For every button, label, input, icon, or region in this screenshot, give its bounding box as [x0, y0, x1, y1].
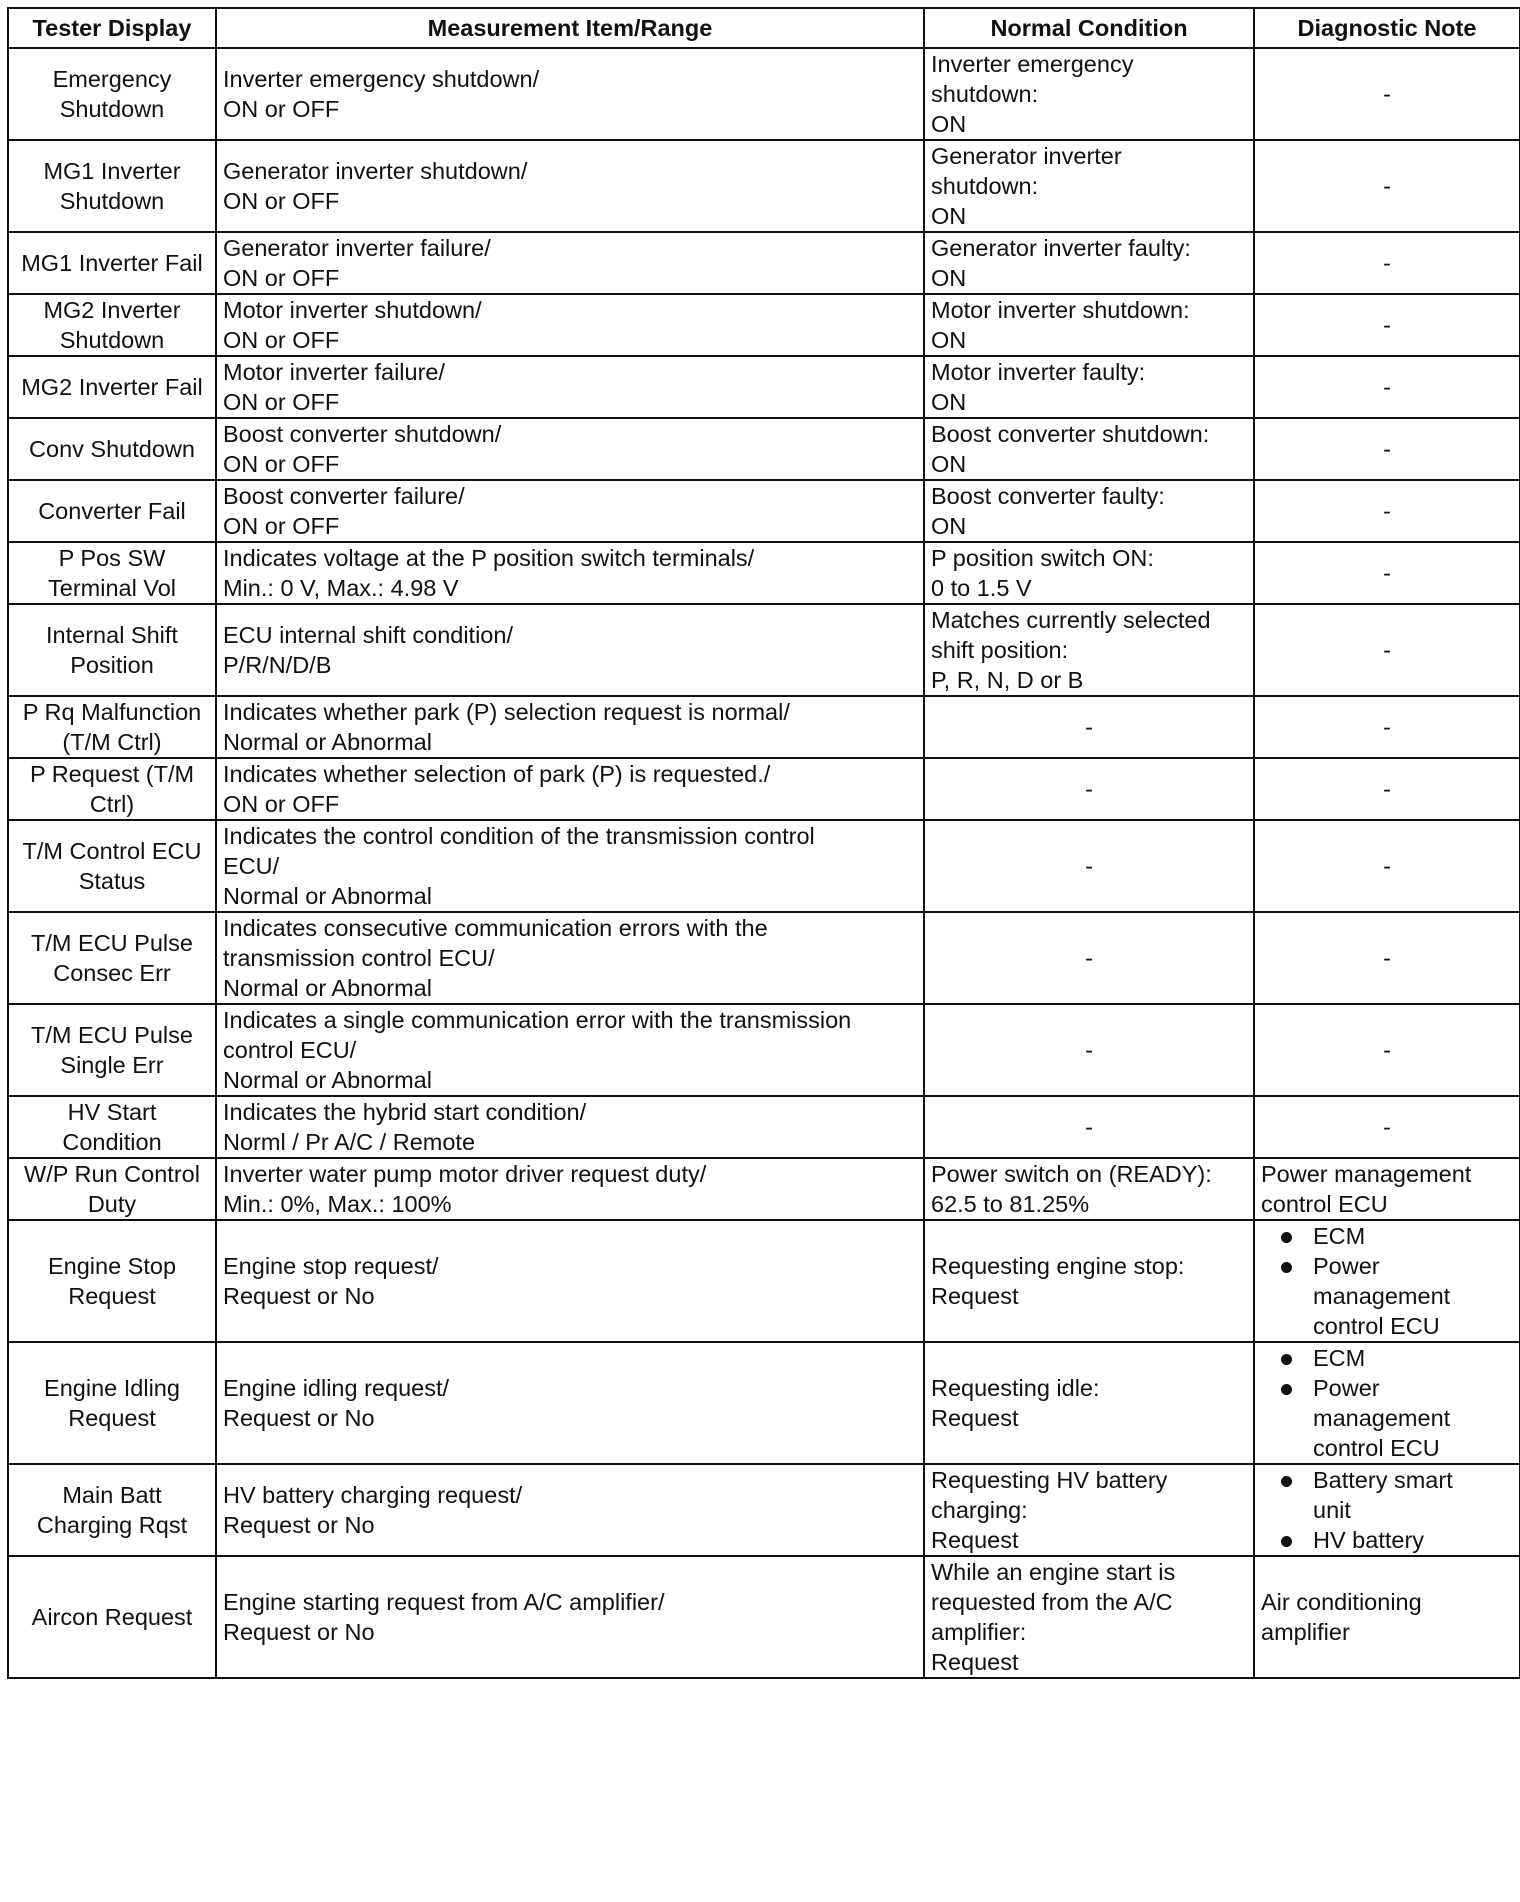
tester-display-cell: [8, 912, 216, 1004]
tester-display-line: Consec Err: [53, 960, 171, 986]
measurement-line: ECU internal shift condition/: [223, 622, 513, 648]
header-diagnostic-note: Diagnostic Note: [1254, 8, 1520, 48]
tester-display-cell: [8, 140, 216, 232]
measurement-line: Inverter emergency shutdown/: [223, 66, 540, 92]
table-row: [8, 696, 1520, 758]
normal-condition-cell: [924, 294, 1254, 356]
normal-condition-cell: [924, 1004, 1254, 1096]
measurement-line: Indicates consecutive communication errors with the: [223, 915, 768, 941]
normal-condition-line: Motor inverter faulty:: [931, 359, 1146, 385]
measurement-cell: [216, 542, 924, 604]
tester-display-line: Terminal Vol: [48, 575, 176, 601]
tester-display-cell: [8, 356, 216, 418]
measurement-cell: [216, 1556, 924, 1678]
normal-condition-cell: [924, 1342, 1254, 1464]
tester-display-line: HV Start: [67, 1099, 157, 1125]
diagnostic-note-line: Power management: [1261, 1161, 1472, 1187]
table-row: [8, 758, 1520, 820]
diagnostic-note-line: Power: [1313, 1375, 1380, 1401]
diagnostic-note-line: control ECU: [1313, 1435, 1440, 1461]
table-row: [8, 1004, 1520, 1096]
normal-condition-cell: [924, 1158, 1254, 1220]
normal-condition-cell: [924, 232, 1254, 294]
diagnostic-note-cell: [1254, 696, 1520, 758]
measurement-cell: [216, 294, 924, 356]
measurement-line: Indicates the hybrid start condition/: [223, 1099, 587, 1125]
diagnostic-note-cell: [1254, 294, 1520, 356]
diagnostic-note-bullet: [1261, 1221, 1513, 1251]
tester-display-line: T/M ECU Pulse: [31, 930, 193, 956]
normal-condition-line: -: [1085, 714, 1093, 740]
table-row: [8, 140, 1520, 232]
measurement-cell: [216, 480, 924, 542]
normal-condition-line: P, R, N, D or B: [931, 667, 1084, 693]
table-row: [8, 1158, 1520, 1220]
tester-display-line: Status: [78, 868, 146, 894]
diagnostic-note-list: [1261, 1465, 1513, 1555]
tester-display-cell: [8, 820, 216, 912]
header-row: [8, 8, 1520, 48]
tester-display-line: Shutdown: [59, 188, 165, 214]
measurement-line: Request or No: [223, 1405, 375, 1431]
diagnostic-note-line: amplifier: [1261, 1619, 1350, 1645]
measurement-line: HV battery charging request/: [223, 1482, 523, 1508]
measurement-line: ON or OFF: [223, 451, 340, 477]
normal-condition-line: shutdown:: [931, 81, 1039, 107]
table-row: [8, 1464, 1520, 1556]
tester-display-cell: [8, 1464, 216, 1556]
tester-display-cell: [8, 1342, 216, 1464]
tester-display-cell: [8, 1096, 216, 1158]
tester-display-line: P Pos SW: [58, 545, 166, 571]
tester-display-line: Shutdown: [59, 96, 165, 122]
normal-condition-cell: [924, 912, 1254, 1004]
tester-display-cell: [8, 1556, 216, 1678]
diagnostic-note-cell: [1254, 604, 1520, 696]
measurement-line: Indicates whether park (P) selection request is normal/: [223, 699, 790, 725]
measurement-cell: [216, 232, 924, 294]
diagnostic-note-line: HV battery: [1313, 1527, 1425, 1553]
diagnostic-note-line: -: [1383, 853, 1391, 879]
normal-condition-line: -: [1085, 1037, 1093, 1063]
tester-display-line: Conv Shutdown: [29, 436, 195, 462]
tester-display-line: Internal Shift: [46, 622, 178, 648]
table-row: [8, 480, 1520, 542]
diagnostic-note-line: ECM: [1313, 1345, 1366, 1371]
normal-condition-line: Power switch on (READY):: [931, 1161, 1212, 1187]
normal-condition-cell: [924, 1220, 1254, 1342]
diagnostic-note-bullet: [1261, 1465, 1513, 1525]
normal-condition-line: shift position:: [931, 637, 1069, 663]
diagnostic-note-cell: [1254, 48, 1520, 140]
tester-display-line: Aircon Request: [31, 1604, 193, 1630]
normal-condition-line: Request: [931, 1283, 1019, 1309]
measurement-line: Engine idling request/: [223, 1375, 450, 1401]
tester-display-line: W/P Run Control: [24, 1161, 200, 1187]
normal-condition-line: 0 to 1.5 V: [931, 575, 1032, 601]
normal-condition-line: -: [1085, 853, 1093, 879]
normal-condition-line: Request: [931, 1649, 1019, 1675]
diagnostic-note-cell: [1254, 912, 1520, 1004]
normal-condition-line: ON: [931, 451, 967, 477]
normal-condition-cell: [924, 418, 1254, 480]
normal-condition-line: P position switch ON:: [931, 545, 1154, 571]
tester-display-line: Engine Idling: [44, 1375, 180, 1401]
diagnostic-note-line: -: [1383, 374, 1391, 400]
normal-condition-line: ON: [931, 265, 967, 291]
diagnostic-note-line: -: [1383, 1037, 1391, 1063]
diagnostic-note-list: [1261, 1221, 1513, 1341]
measurement-line: transmission control ECU/: [223, 945, 495, 971]
tester-display-line: Engine Stop: [47, 1253, 177, 1279]
tester-display-line: Condition: [62, 1129, 162, 1155]
measurement-line: Engine stop request/: [223, 1253, 439, 1279]
measurement-line: Indicates a single communication error with the transmission: [223, 1007, 852, 1033]
table-row: [8, 232, 1520, 294]
tester-display-cell: [8, 542, 216, 604]
diagnostic-note-list: [1261, 1343, 1513, 1463]
measurement-cell: [216, 418, 924, 480]
normal-condition-line: Generator inverter: [931, 143, 1122, 169]
normal-condition-cell: [924, 758, 1254, 820]
tester-display-cell: [8, 1158, 216, 1220]
diagnostic-note-line: management: [1313, 1283, 1451, 1309]
tester-display-line: T/M ECU Pulse: [31, 1022, 193, 1048]
measurement-line: Generator inverter failure/: [223, 235, 491, 261]
measurement-line: ECU/: [223, 853, 280, 879]
diagnostic-note-line: -: [1383, 560, 1391, 586]
table-row: [8, 542, 1520, 604]
tester-display-cell: [8, 48, 216, 140]
measurement-cell: [216, 140, 924, 232]
normal-condition-line: Generator inverter faulty:: [931, 235, 1191, 261]
tester-display-line: MG2 Inverter: [43, 297, 181, 323]
normal-condition-cell: [924, 1096, 1254, 1158]
table-row: [8, 1342, 1520, 1464]
tester-display-line: Ctrl): [89, 791, 135, 817]
tester-display-line: T/M Control ECU: [22, 838, 202, 864]
measurement-cell: [216, 758, 924, 820]
normal-condition-line: Motor inverter shutdown:: [931, 297, 1190, 323]
measurement-cell: [216, 912, 924, 1004]
diagnostic-note-line: ECM: [1313, 1223, 1366, 1249]
measurement-line: Min.: 0%, Max.: 100%: [223, 1191, 452, 1217]
tester-display-line: (T/M Ctrl): [62, 729, 162, 755]
tester-display-cell: [8, 418, 216, 480]
measurement-line: Indicates whether selection of park (P) is requested./: [223, 761, 771, 787]
tester-display-line: MG1 Inverter: [43, 158, 181, 184]
tester-display-cell: [8, 696, 216, 758]
normal-condition-line: Requesting engine stop:: [931, 1253, 1185, 1279]
diagnostic-note-line: -: [1383, 945, 1391, 971]
table-row: [8, 1220, 1520, 1342]
diagnostic-note-bullet: [1261, 1343, 1513, 1373]
diagnostic-note-line: unit: [1313, 1497, 1351, 1523]
measurement-line: Inverter water pump motor driver request duty/: [223, 1161, 707, 1187]
diagnostic-note-cell: [1254, 1464, 1520, 1556]
normal-condition-line: Request: [931, 1405, 1019, 1431]
tester-display-cell: [8, 1004, 216, 1096]
table-row: [8, 820, 1520, 912]
diagnostic-note-cell: [1254, 1220, 1520, 1342]
diagnostic-note-line: -: [1383, 436, 1391, 462]
tester-display-cell: [8, 1220, 216, 1342]
diagnostic-note-cell: [1254, 140, 1520, 232]
table-row: [8, 294, 1520, 356]
measurement-line: Request or No: [223, 1512, 375, 1538]
table-header: [8, 8, 1520, 48]
measurement-line: Boost converter failure/: [223, 483, 465, 509]
diagnostic-note-line: -: [1383, 714, 1391, 740]
normal-condition-cell: [924, 1464, 1254, 1556]
tester-display-line: Main Batt: [62, 1482, 162, 1508]
measurement-cell: [216, 696, 924, 758]
tester-display-line: Position: [70, 652, 154, 678]
normal-condition-line: ON: [931, 203, 967, 229]
normal-condition-line: Request: [931, 1527, 1019, 1553]
measurement-cell: [216, 356, 924, 418]
normal-condition-line: ON: [931, 111, 967, 137]
table-row: [8, 48, 1520, 140]
measurement-cell: [216, 820, 924, 912]
diagnostic-note-cell: [1254, 820, 1520, 912]
tester-display-line: Request: [68, 1283, 156, 1309]
header-tester-display: Tester Display: [8, 8, 216, 48]
tester-display-line: Request: [68, 1405, 156, 1431]
tester-display-cell: [8, 758, 216, 820]
diagnostic-note-cell: [1254, 1158, 1520, 1220]
diagnostic-note-cell: [1254, 1004, 1520, 1096]
normal-condition-line: ON: [931, 327, 967, 353]
normal-condition-line: -: [1085, 945, 1093, 971]
tester-display-line: Shutdown: [59, 327, 165, 353]
diagnostic-note-line: Battery smart: [1313, 1467, 1453, 1493]
measurement-line: Normal or Abnormal: [223, 729, 432, 755]
tester-display-line: Charging Rqst: [36, 1512, 188, 1538]
normal-condition-cell: [924, 542, 1254, 604]
normal-condition-line: shutdown:: [931, 173, 1039, 199]
data-list-sheet: [7, 7, 1519, 1679]
diagnostic-note-line: -: [1383, 312, 1391, 338]
diagnostic-note-line: -: [1383, 173, 1391, 199]
table-row: [8, 1556, 1520, 1678]
diagnostic-note-bullet: [1261, 1373, 1513, 1463]
normal-condition-cell: [924, 140, 1254, 232]
tester-display-line: Emergency: [52, 66, 172, 92]
normal-condition-cell: [924, 480, 1254, 542]
measurement-line: Normal or Abnormal: [223, 883, 432, 909]
normal-condition-line: charging:: [931, 1497, 1028, 1523]
diagnostic-note-bullet: [1261, 1251, 1513, 1341]
measurement-cell: [216, 1220, 924, 1342]
normal-condition-line: requested from the A/C: [931, 1589, 1173, 1615]
measurement-cell: [216, 1096, 924, 1158]
tester-display-line: MG2 Inverter Fail: [21, 374, 203, 400]
tester-display-cell: [8, 604, 216, 696]
diagnostic-note-line: control ECU: [1313, 1313, 1440, 1339]
measurement-line: Generator inverter shutdown/: [223, 158, 528, 184]
measurement-line: Norml / Pr A/C / Remote: [223, 1129, 476, 1155]
header-normal-condition: Normal Condition: [924, 8, 1254, 48]
measurement-line: Request or No: [223, 1283, 375, 1309]
measurement-line: Normal or Abnormal: [223, 1067, 432, 1093]
diagnostic-note-line: -: [1383, 776, 1391, 802]
measurement-cell: [216, 48, 924, 140]
measurement-line: Normal or Abnormal: [223, 975, 432, 1001]
diagnostic-note-cell: [1254, 542, 1520, 604]
normal-condition-line: Matches currently selected: [931, 607, 1211, 633]
diagnostic-note-cell: [1254, 356, 1520, 418]
normal-condition-cell: [924, 356, 1254, 418]
tester-display-line: Converter Fail: [38, 498, 186, 524]
measurement-line: Min.: 0 V, Max.: 4.98 V: [223, 575, 459, 601]
tester-display-cell: [8, 294, 216, 356]
normal-condition-line: 62.5 to 81.25%: [931, 1191, 1090, 1217]
diagnostic-note-line: -: [1383, 637, 1391, 663]
measurement-cell: [216, 604, 924, 696]
table-row: [8, 604, 1520, 696]
normal-condition-line: Requesting HV battery: [931, 1467, 1168, 1493]
measurement-line: Request or No: [223, 1619, 375, 1645]
measurement-line: Indicates the control condition of the transmission control: [223, 823, 815, 849]
measurement-line: ON or OFF: [223, 513, 340, 539]
normal-condition-cell: [924, 696, 1254, 758]
normal-condition-line: While an engine start is: [931, 1559, 1176, 1585]
diagnostic-note-cell: [1254, 232, 1520, 294]
tester-display-line: P Request (T/M: [29, 761, 195, 787]
normal-condition-cell: [924, 1556, 1254, 1678]
tester-display-line: P Rq Malfunction: [22, 699, 202, 725]
normal-condition-cell: [924, 48, 1254, 140]
measurement-line: Motor inverter shutdown/: [223, 297, 482, 323]
table-row: [8, 912, 1520, 1004]
diagnostic-note-line: -: [1383, 250, 1391, 276]
diagnostic-note-cell: [1254, 480, 1520, 542]
measurement-line: Engine starting request from A/C amplifier/: [223, 1589, 665, 1615]
diagnostic-note-cell: [1254, 758, 1520, 820]
measurement-line: Motor inverter failure/: [223, 359, 446, 385]
normal-condition-line: -: [1085, 1114, 1093, 1140]
normal-condition-line: ON: [931, 513, 967, 539]
table-body: [8, 48, 1520, 1678]
diagnostic-note-line: Air conditioning: [1261, 1589, 1422, 1615]
normal-condition-cell: [924, 820, 1254, 912]
measurement-cell: [216, 1004, 924, 1096]
measurement-line: ON or OFF: [223, 188, 340, 214]
table-row: [8, 418, 1520, 480]
tester-display-cell: [8, 480, 216, 542]
header-measurement-item: Measurement Item/Range: [216, 8, 924, 48]
normal-condition-line: Requesting idle:: [931, 1375, 1100, 1401]
tester-display-cell: [8, 232, 216, 294]
diagnostic-note-bullet: [1261, 1525, 1513, 1555]
measurement-line: Indicates voltage at the P position switch terminals/: [223, 545, 755, 571]
normal-condition-cell: [924, 604, 1254, 696]
measurement-line: ON or OFF: [223, 265, 340, 291]
diagnostic-note-line: -: [1383, 81, 1391, 107]
normal-condition-line: ON: [931, 389, 967, 415]
measurement-line: Boost converter shutdown/: [223, 421, 502, 447]
measurement-cell: [216, 1464, 924, 1556]
diagnostic-note-line: management: [1313, 1405, 1451, 1431]
normal-condition-line: amplifier:: [931, 1619, 1027, 1645]
measurement-line: control ECU/: [223, 1037, 357, 1063]
diagnostic-note-line: -: [1383, 498, 1391, 524]
diagnostic-note-line: control ECU: [1261, 1191, 1388, 1217]
data-list-table: [7, 7, 1520, 1679]
normal-condition-line: -: [1085, 776, 1093, 802]
diagnostic-note-cell: [1254, 418, 1520, 480]
tester-display-line: Single Err: [60, 1052, 164, 1078]
measurement-line: ON or OFF: [223, 791, 340, 817]
normal-condition-line: Boost converter faulty:: [931, 483, 1165, 509]
diagnostic-note-cell: [1254, 1342, 1520, 1464]
measurement-line: P/R/N/D/B: [223, 652, 332, 678]
tester-display-line: Duty: [87, 1191, 137, 1217]
diagnostic-note-cell: [1254, 1556, 1520, 1678]
tester-display-line: MG1 Inverter Fail: [21, 250, 203, 276]
measurement-cell: [216, 1158, 924, 1220]
table-row: [8, 356, 1520, 418]
measurement-line: ON or OFF: [223, 96, 340, 122]
diagnostic-note-cell: [1254, 1096, 1520, 1158]
diagnostic-note-line: Power: [1313, 1253, 1380, 1279]
measurement-line: ON or OFF: [223, 389, 340, 415]
normal-condition-line: Inverter emergency: [931, 51, 1134, 77]
normal-condition-line: Boost converter shutdown:: [931, 421, 1210, 447]
measurement-line: ON or OFF: [223, 327, 340, 353]
table-row: [8, 1096, 1520, 1158]
measurement-cell: [216, 1342, 924, 1464]
diagnostic-note-line: -: [1383, 1114, 1391, 1140]
